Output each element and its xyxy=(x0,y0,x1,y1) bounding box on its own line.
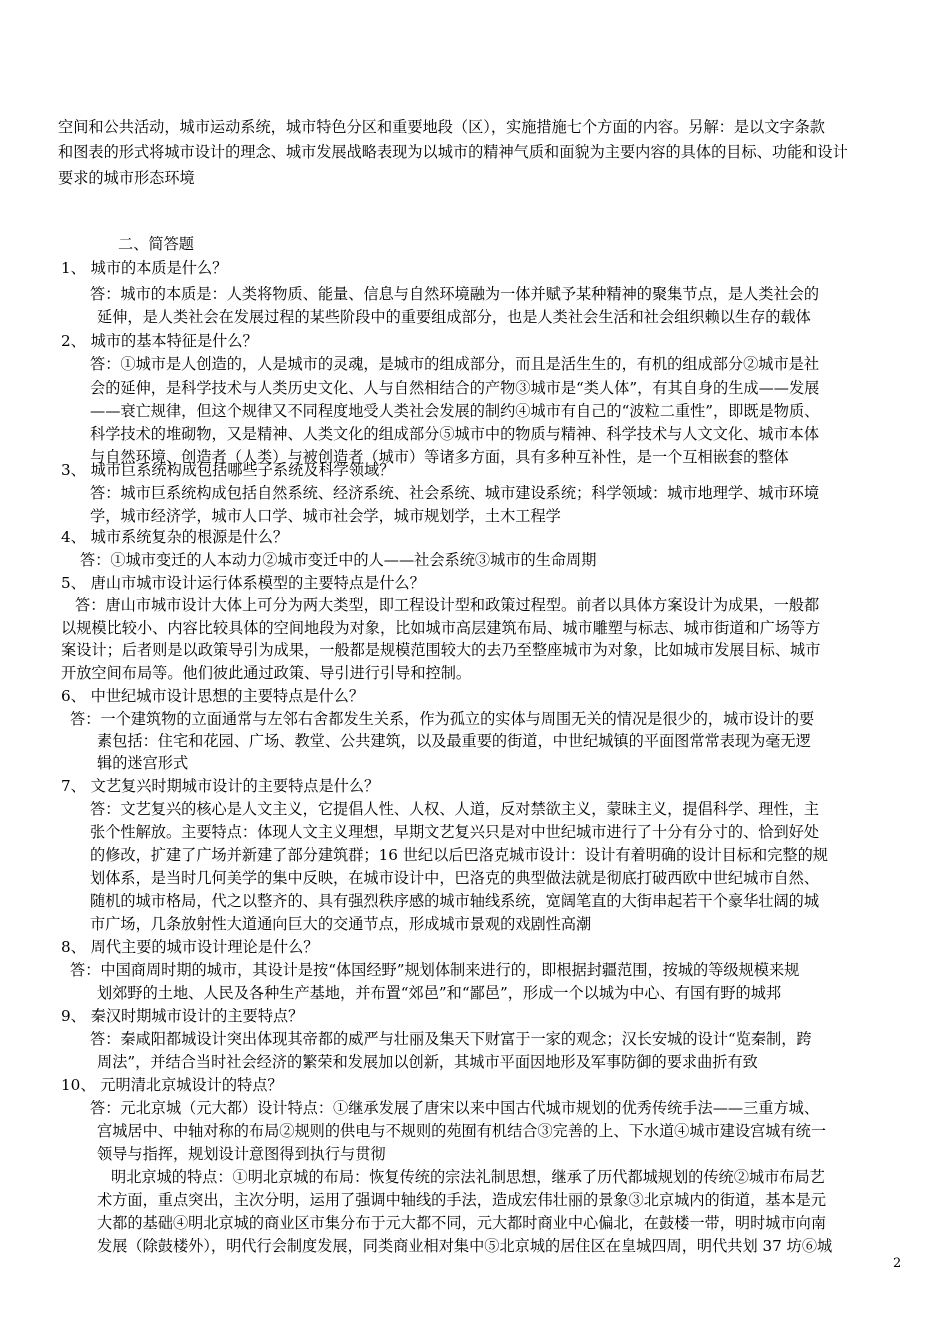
question-3: 3、 城市巨系统构成包括哪些子系统及科学领域？ xyxy=(61,461,395,479)
answer-line: 周法”，并结合当时社会经济的繁荣和发展加以创新，其城市平面因地形及军事防御的要求曲折有致 xyxy=(97,1053,758,1071)
intro-line: 空间和公共活动，城市运动系统，城市特色分区和重要地段（区），实施措施七个方面的内容。另解：是以文字条款 xyxy=(58,118,825,136)
answer-line: 大都的基础④明北京城的商业区市集分布于元大都不同，元大都时商业中心偏北，在鼓楼一带，明时城市向南 xyxy=(97,1214,826,1232)
answer-line: 答：①城市是人创造的，人是城市的灵魂，是城市的组成部分，而且是活生生的，有机的组成部分②城市是社 xyxy=(90,355,819,373)
answer-line: ——衰亡规律，但这个规律又不同程度地受人类社会发展的制约④城市有自己的“波粒二重性”，即既是物质、 xyxy=(90,402,820,420)
question-8: 8、 周代主要的城市设计理论是什么？ xyxy=(61,938,319,956)
answer-line: 随机的城市格局，代之以整齐的、具有强烈秩序感的城市轴线系统，宽阔笔直的大街串起若干个豪华壮阔的城 xyxy=(90,892,819,910)
answer-line: 答：唐山市城市设计大体上可分为两大类型，即工程设计型和政策过程型。前者以具体方案设计为成果，一般都 xyxy=(75,596,820,614)
answer-line: 延伸，是人类社会在发展过程的某些阶段中的重要组成部分，也是人类社会生活和社会组织赖以生存的载体 xyxy=(97,308,811,326)
answer-line: 明北京城的特点：①明北京城的布局：恢复传统的宗法礼制思想，继承了历代都城规划的传统②城市布局艺 xyxy=(111,1168,825,1186)
answer-line: 发展（除鼓楼外），明代行会制度发展，同类商业相对集中⑤北京城的居住区在皇城四周，明代共划 37 坊⑥城 xyxy=(97,1237,833,1255)
answer-line: 划郊野的土地、人民及各种生产基地，并布置“郊邑”和“鄙邑”，形成一个以城为中心、有国有野的城邦 xyxy=(97,984,782,1002)
question-2: 2、 城市的基本特征是什么？ xyxy=(61,332,258,350)
answer-line: 学，城市经济学，城市人口学、城市社会学，城市规划学，土木工程学 xyxy=(90,507,561,525)
answer-line: 辑的迷宫形式 xyxy=(97,754,189,772)
answer-line: 答：城市的本质是：人类将物质、能量、信息与自然环境融为一体并赋予某种精神的聚集节点，是人类社会的 xyxy=(90,285,819,303)
question-4: 4、 城市系统复杂的根源是什么？ xyxy=(61,528,289,546)
answer-line: 答：中国商周时期的城市，其设计是按“体国经野”规划体制来进行的，即根据封疆范围，按城的等级规模来规 xyxy=(70,961,800,979)
section-title: 二、简答题 xyxy=(118,235,194,253)
answer-line: 市广场，几条放射性大道通向巨大的交通节点，形成城市景观的戏剧性高潮 xyxy=(90,915,592,933)
answer-line: 领导与指挥，规划设计意图得到执行与贯彻 xyxy=(97,1145,386,1163)
question-5: 5、 唐山市城市设计运行体系模型的主要特点是什么？ xyxy=(61,574,425,592)
answer-line: 会的延伸，是科学技术与人类历史文化、人与自然相结合的产物③城市是“类人体”，有其自身的生成——发展 xyxy=(90,379,820,397)
answer-line: 答：城市巨系统构成包括自然系统、经济系统、社会系统、城市建设系统；科学领域：城市地理学、城市环境 xyxy=(90,484,819,502)
answer-line: 划体系，是当时几何美学的集中反映，在城市设计中，巴洛克的典型做法就是彻底打破西欧中世纪城市自然、 xyxy=(90,869,819,887)
answer-line: 张个性解放。主要特点：体现人文主义理想，早期文艺复兴只是对中世纪城市进行了十分有分寸的、恰到好处 xyxy=(90,823,819,841)
question-10: 10、 元明清北京城设计的特点？ xyxy=(61,1076,283,1094)
answer-line: 的修改，扩建了广场并新建了部分建筑群；16 世纪以后巴洛克城市设计：设计有着明确的设计目标和完整的规 xyxy=(90,846,828,864)
question-1: 1、 城市的本质是什么？ xyxy=(61,259,228,277)
question-6: 6、 中世纪城市设计思想的主要特点是什么？ xyxy=(61,687,365,705)
question-7: 7、 文艺复兴时期城市设计的主要特点是什么？ xyxy=(61,777,380,795)
intro-line: 要求的城市形态环境 xyxy=(58,169,195,187)
answer-line: 案设计；后者则是以政策导引为成果，一般都是规模范围较大的去乃至整座城市为对象，比如城市发展目标、城市 xyxy=(61,641,821,659)
answer-line: 素包括：住宅和花园、广场、教堂、公共建筑，以及最重要的街道，中世纪城镇的平面图常常表现为毫无逻 xyxy=(97,732,811,750)
answer-line: 与自然环境、创造者（人类）与被创造者（城市）等诸多方面，具有多种互补性，是一个互相嵌套的整体 xyxy=(90,448,789,466)
answer-line: 答：①城市变迁的人本动力②城市变迁中的人——社会系统③城市的生命周期 xyxy=(80,551,597,569)
answer-line: 术方面，重点突出，主次分明，运用了强调中轴线的手法，造成宏伟壮丽的景象③北京城内的街道，基本是元 xyxy=(97,1191,826,1209)
answer-line: 答：元北京城（元大都）设计特点：①继承发展了唐宋以来中国古代城市规划的优秀传统手法——三重方城、 xyxy=(90,1099,819,1117)
answer-line: 答：文艺复兴的核心是人文主义，它提倡人性、人权、人道，反对禁欲主义，蒙昧主义，提倡科学、理性，主 xyxy=(90,800,819,818)
answer-line: 宫城居中、中轴对称的布局②规则的供电与不规则的苑囿有机结合③完善的上、下水道④城市建设宫城有统一 xyxy=(97,1122,826,1140)
intro-line: 和图表的形式将城市设计的理念、城市发展战略表现为以城市的精神气质和面貌为主要内容的具体的目标、功能和设计 xyxy=(58,143,848,161)
page-number: 2 xyxy=(893,1256,902,1271)
question-9: 9、 秦汉时期城市设计的主要特点？ xyxy=(61,1007,304,1025)
answer-line: 答：秦咸阳都城设计突出体现其帝都的威严与壮丽及集天下财富于一家的观念；汉长安城的设计“览秦制，跨 xyxy=(90,1030,812,1048)
answer-line: 答：一个建筑物的立面通常与左邻右舍都发生关系，作为孤立的实体与周围无关的情况是很少的，城市设计的要 xyxy=(70,710,815,728)
answer-line: 以规模比较小、内容比较具体的空间地段为对象，比如城市高层建筑布局、城市雕塑与标志、城市街道和广场等方 xyxy=(61,619,821,637)
answer-line: 科学技术的堆砌物，又是精神、人类文化的组成部分⑤城市中的物质与精神、科学技术与人文文化、城市本体 xyxy=(90,425,819,443)
answer-line: 开放空间布局等。他们彼此通过政策、导引进行引导和控制。 xyxy=(61,664,472,682)
